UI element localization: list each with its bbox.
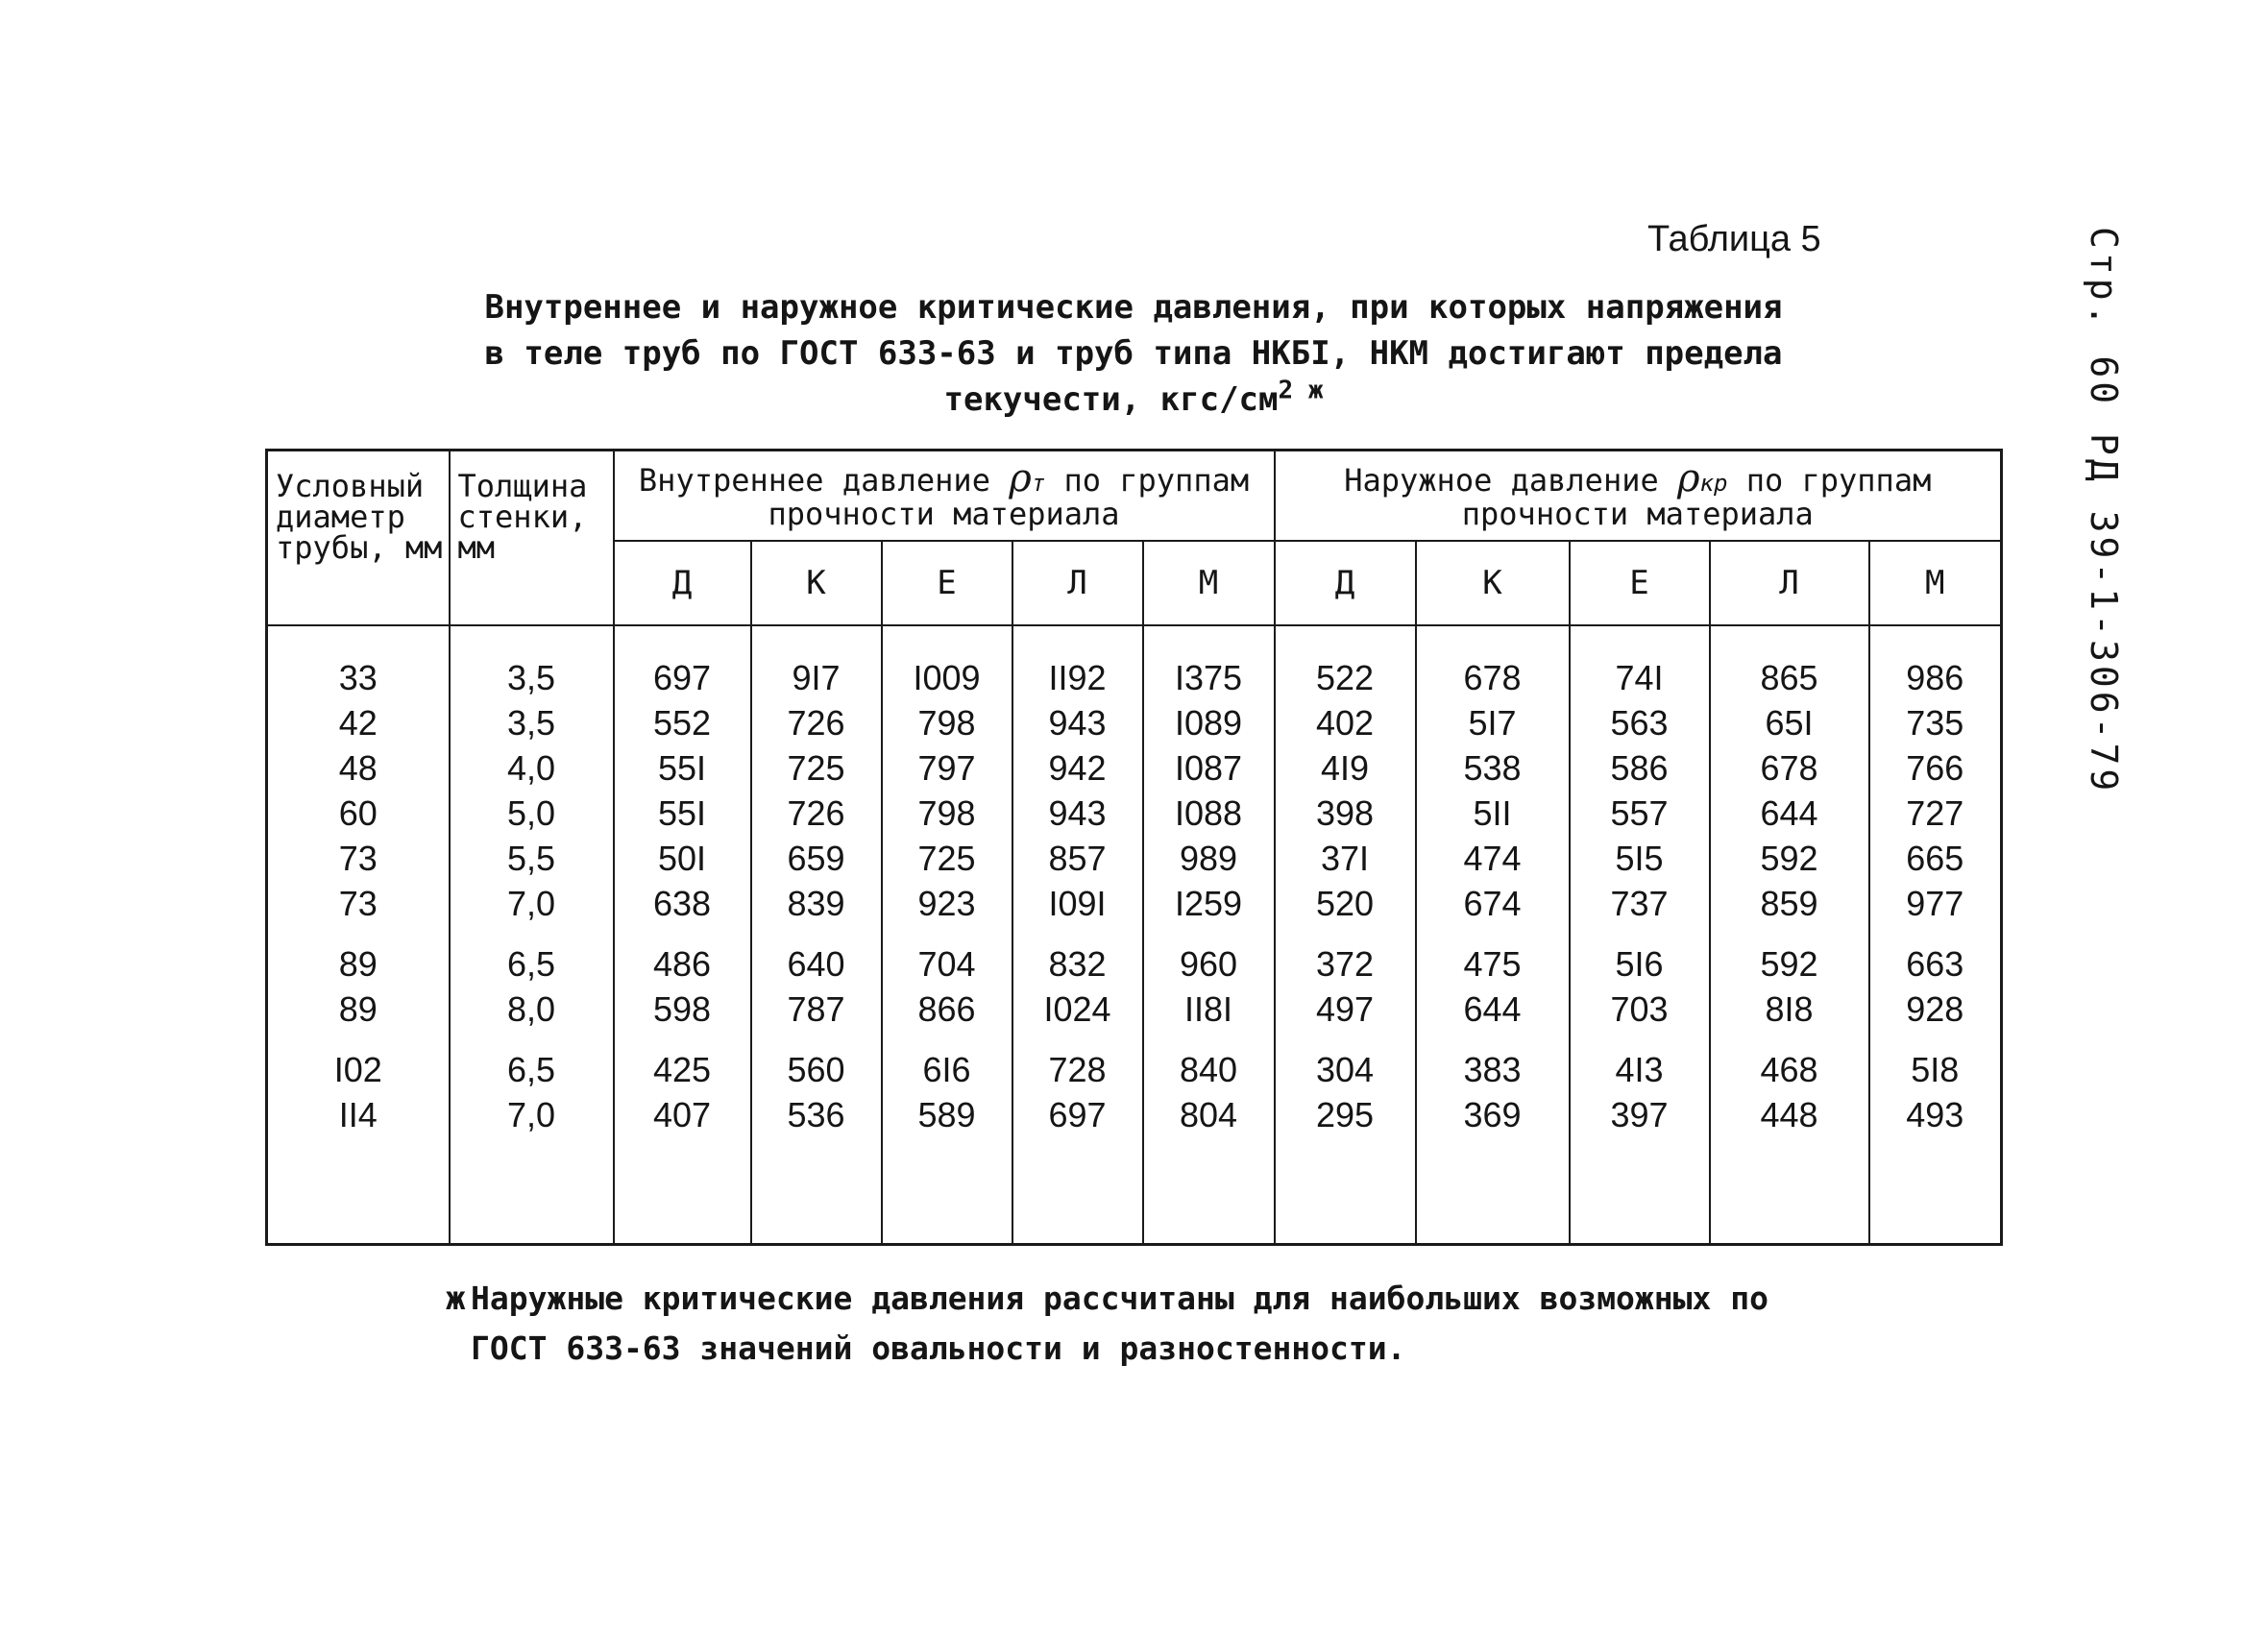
header-group-l-external: Л [1710,541,1869,625]
table-cell: 703 [1570,987,1710,1032]
caption-units: текучести, кгс/см [943,380,1279,419]
table-cell: 674 [1416,881,1570,926]
table-cell: 859 [1710,881,1869,926]
table-cell: І375 [1143,625,1275,700]
table-cell: 397 [1570,1092,1710,1137]
table-cell: І024 [1012,987,1143,1032]
table-cell: 977 [1869,881,2002,926]
header-group-d-internal: Д [614,541,751,625]
table-cell-empty [1416,1137,1570,1245]
table-cell: 425 [614,1032,751,1092]
header-group-m-external: М [1869,541,2002,625]
caption-line-3 [461,377,1806,423]
table-cell: 5І7 [1416,700,1570,745]
table-cell-empty [267,1137,450,1245]
table-cell: 737 [1570,881,1710,926]
caption-superscript: 2 ж [1278,376,1324,405]
table-cell: 943 [1012,791,1143,836]
table-cell: 372 [1275,926,1416,987]
table-cell: 678 [1710,745,1869,791]
table-cell: 89 [267,926,450,987]
table-cell-empty [1570,1137,1710,1245]
table-cell: 65І [1710,700,1869,745]
table-cell: ІІ4 [267,1092,450,1137]
table-cell: 55І [614,791,751,836]
table-cell: 697 [614,625,751,700]
table-cell: 727 [1869,791,2002,836]
table-cell: І087 [1143,745,1275,791]
table-cell-empty [1710,1137,1869,1245]
table-cell: 50І [614,836,751,881]
table-row [267,1092,2002,1137]
table-cell-empty [1143,1137,1275,1245]
table-cell: 474 [1416,836,1570,881]
caption-line-2: в теле труб по ГОСТ 633-63 и труб типа НКБІ, НКМ достигают предела [484,334,1783,373]
table-cell-empty [450,1137,614,1245]
footnote-line-1: Наружные критические давления рассчитаны для наибольших возможных по [471,1280,1769,1317]
table-cell: ІІ8І [1143,987,1275,1032]
table-cell: 726 [751,791,882,836]
table-cell: 986 [1869,625,2002,700]
table-cell: 3,5 [450,625,614,700]
table-cell: 8І8 [1710,987,1869,1032]
table-row [267,700,2002,745]
header-group-l-internal: Л [1012,541,1143,625]
header-diameter: Условный диаметр трубы, мм [267,451,450,626]
table-caption [461,284,1806,423]
table-number: Таблица 5 [1647,219,1821,259]
table-cell: І089 [1143,700,1275,745]
table-cell: 735 [1869,700,2002,745]
table-cell: 644 [1416,987,1570,1032]
pressure-table [265,449,2003,1246]
table-cell: 804 [1143,1092,1275,1137]
table-cell: 468 [1710,1032,1869,1092]
table-row [267,987,2002,1032]
table-cell-empty [1275,1137,1416,1245]
table-cell: 497 [1275,987,1416,1032]
table-cell: 923 [882,881,1012,926]
table-cell: 928 [1869,987,2002,1032]
table-cell: 4І9 [1275,745,1416,791]
table-spacer-row [267,1137,2002,1245]
table-cell: 832 [1012,926,1143,987]
table-cell-empty [1869,1137,2002,1245]
table-cell: 5І6 [1570,926,1710,987]
header-group-e-external: Е [1570,541,1710,625]
table-row [267,745,2002,791]
table-cell: 407 [614,1092,751,1137]
table-cell: 586 [1570,745,1710,791]
table-cell: 8,0 [450,987,614,1032]
table-cell: 798 [882,791,1012,836]
external-pressure-index: кр [1699,470,1728,497]
header-thickness: Толщина стенки, мм [450,451,614,626]
table-cell: 644 [1710,791,1869,836]
table-cell: 839 [751,881,882,926]
header-group-e-internal: Е [882,541,1012,625]
table-cell: 866 [882,987,1012,1032]
table-cell: 383 [1416,1032,1570,1092]
table-cell: 73 [267,881,450,926]
internal-pressure-index: т [1031,470,1046,497]
table-cell: І02 [267,1032,450,1092]
table-cell: 6,5 [450,926,614,987]
table-cell: 6І6 [882,1032,1012,1092]
table-cell: 598 [614,987,751,1032]
table-cell: 766 [1869,745,2002,791]
table-cell: 522 [1275,625,1416,700]
footnote [446,1274,1892,1374]
header-group-k-internal: К [751,541,882,625]
table-cell: 557 [1570,791,1710,836]
table-cell: 55І [614,745,751,791]
table-cell: 398 [1275,791,1416,836]
table-cell: 663 [1869,926,2002,987]
table-cell: 5,0 [450,791,614,836]
table-cell: 659 [751,836,882,881]
table-cell: 89 [267,987,450,1032]
caption-line-1: Внутреннее и наружное критические давления, при которых напряжения [484,288,1783,327]
header-group-d-external: Д [1275,541,1416,625]
table-cell: 5ІІ [1416,791,1570,836]
table-cell: 942 [1012,745,1143,791]
footnote-mark: ж [446,1280,466,1318]
table-cell: 989 [1143,836,1275,881]
table-cell: 726 [751,700,882,745]
table-row [267,791,2002,836]
table-cell: 475 [1416,926,1570,987]
table-cell: 520 [1275,881,1416,926]
table-cell: 943 [1012,700,1143,745]
header-internal-pressure: Внутреннее давление ρт по группам прочности материала [614,451,1275,542]
table-cell: 4І3 [1570,1032,1710,1092]
table-cell: 5,5 [450,836,614,881]
header-group-m-internal: М [1143,541,1275,625]
table-cell: 493 [1869,1092,2002,1137]
table-cell: 42 [267,700,450,745]
header-external-pressure: Наружное давление ρкр по группам прочности материала [1275,451,2002,542]
table-cell: 857 [1012,836,1143,881]
table-cell: 560 [751,1032,882,1092]
table-cell: 448 [1710,1092,1869,1137]
table-cell: І259 [1143,881,1275,926]
table-cell-empty [614,1137,751,1245]
table-cell: 960 [1143,926,1275,987]
table-cell: 787 [751,987,882,1032]
table-row [267,1032,2002,1092]
table-cell: І088 [1143,791,1275,836]
table-cell: ІІ92 [1012,625,1143,700]
page-side-label: Стр. 60 РД 39-1-306-79 [2083,227,2125,795]
header-group-k-external: К [1416,541,1570,625]
table-cell: 728 [1012,1032,1143,1092]
table-cell: 6,5 [450,1032,614,1092]
table-cell-empty [1012,1137,1143,1245]
table-cell: 402 [1275,700,1416,745]
table-cell: 589 [882,1092,1012,1137]
table-row [267,836,2002,881]
table-cell: 797 [882,745,1012,791]
table-cell: 60 [267,791,450,836]
table-cell-empty [882,1137,1012,1245]
table-cell: І009 [882,625,1012,700]
table-cell: 5І8 [1869,1032,2002,1092]
table-cell: 563 [1570,700,1710,745]
table-cell: 74І [1570,625,1710,700]
table-row [267,926,2002,987]
footnote-line-2: ГОСТ 633-63 значений овальности и разностенности. [471,1329,1406,1367]
table-cell: 840 [1143,1032,1275,1092]
table-cell: 48 [267,745,450,791]
table-cell: 9І7 [751,625,882,700]
table-cell: 5І5 [1570,836,1710,881]
table-cell: 295 [1275,1092,1416,1137]
table-cell: 369 [1416,1092,1570,1137]
internal-pressure-symbol: ρ [1009,456,1032,500]
table-cell: 304 [1275,1032,1416,1092]
table-cell: 536 [751,1092,882,1137]
table-cell: 552 [614,700,751,745]
table-cell: 865 [1710,625,1869,700]
table-cell: 538 [1416,745,1570,791]
table-cell: 7,0 [450,1092,614,1137]
table-cell: 37І [1275,836,1416,881]
table-row [267,881,2002,926]
table-cell: 798 [882,700,1012,745]
table-cell: 73 [267,836,450,881]
table-cell: 486 [614,926,751,987]
table-cell: 704 [882,926,1012,987]
table-cell: 697 [1012,1092,1143,1137]
table-cell: 725 [882,836,1012,881]
external-pressure-symbol: ρ [1677,456,1700,500]
table-cell: 7,0 [450,881,614,926]
table-cell: 665 [1869,836,2002,881]
table-cell: 592 [1710,836,1869,881]
table-cell: 638 [614,881,751,926]
table-cell: І09І [1012,881,1143,926]
table-cell: 592 [1710,926,1869,987]
table-cell: 725 [751,745,882,791]
table-row [267,625,2002,700]
table-body [267,625,2002,1245]
table-cell: 3,5 [450,700,614,745]
table-cell: 640 [751,926,882,987]
table-cell-empty [751,1137,882,1245]
table-cell: 4,0 [450,745,614,791]
table-cell: 678 [1416,625,1570,700]
table-cell: 33 [267,625,450,700]
